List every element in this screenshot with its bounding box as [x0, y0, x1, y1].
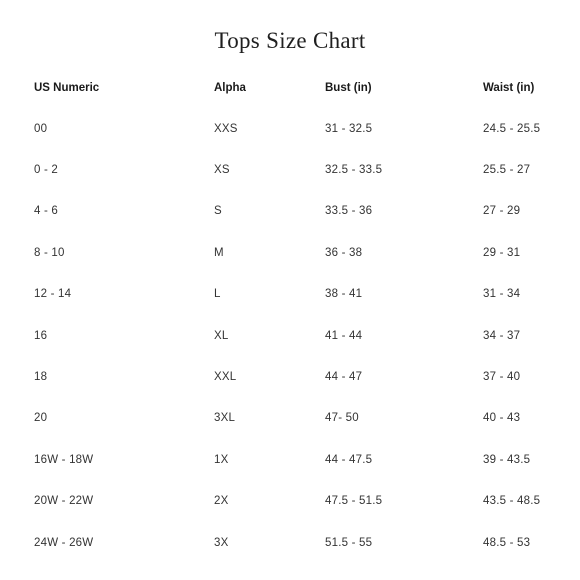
cell-waist: 27 - 29: [483, 205, 521, 218]
cell-bust: 51.5 - 55: [325, 536, 373, 549]
cell-us-numeric: 20: [34, 412, 48, 425]
cell-waist: 24.5 - 25.5: [483, 122, 541, 135]
table-row: [34, 149, 554, 190]
cell-bust: 31 - 32.5: [325, 122, 373, 135]
cell-waist: 40 - 43: [483, 412, 521, 425]
header-waist: Waist (in): [483, 82, 535, 94]
table-row: [34, 315, 554, 356]
cell-waist: 31 - 34: [483, 288, 521, 301]
cell-us-numeric: 24W - 26W: [34, 536, 94, 549]
cell-us-numeric: 12 - 14: [34, 288, 72, 301]
cell-alpha: XXL: [214, 371, 237, 384]
cell-alpha: 2X: [214, 495, 229, 508]
table-row: [34, 191, 554, 232]
header-alpha: Alpha: [214, 82, 246, 94]
cell-waist: 29 - 31: [483, 246, 521, 259]
cell-us-numeric: 4 - 6: [34, 205, 59, 218]
cell-us-numeric: 16W - 18W: [34, 453, 94, 466]
cell-bust: 41 - 44: [325, 329, 363, 342]
table-row: [34, 439, 554, 480]
cell-alpha: L: [214, 288, 221, 301]
table-row: [34, 481, 554, 522]
table-row: [34, 398, 554, 439]
cell-alpha: 3XL: [214, 412, 236, 425]
cell-waist: 37 - 40: [483, 371, 521, 384]
cell-waist: 43.5 - 48.5: [483, 495, 541, 508]
header-bust: Bust (in): [325, 82, 372, 94]
cell-bust: 47.5 - 51.5: [325, 495, 383, 508]
size-chart-table: [34, 68, 554, 563]
table-row: [34, 274, 554, 315]
cell-bust: 33.5 - 36: [325, 205, 373, 218]
cell-alpha: XXS: [214, 122, 238, 135]
cell-bust: 36 - 38: [325, 246, 363, 259]
cell-waist: 34 - 37: [483, 329, 521, 342]
table-header-row: [34, 68, 554, 108]
cell-waist: 48.5 - 53: [483, 536, 531, 549]
cell-us-numeric: 16: [34, 329, 48, 342]
table-row: [34, 232, 554, 273]
cell-alpha: 3X: [214, 536, 229, 549]
cell-us-numeric: 00: [34, 122, 48, 135]
cell-bust: 44 - 47.5: [325, 453, 373, 466]
cell-alpha: XS: [214, 164, 230, 177]
cell-alpha: S: [214, 205, 222, 218]
table-row: [34, 356, 554, 397]
cell-waist: 39 - 43.5: [483, 453, 531, 466]
cell-bust: 38 - 41: [325, 288, 363, 301]
cell-us-numeric: 0 - 2: [34, 164, 59, 177]
table-row: [34, 522, 554, 563]
cell-waist: 25.5 - 27: [483, 164, 531, 177]
cell-bust: 44 - 47: [325, 371, 363, 384]
cell-us-numeric: 8 - 10: [34, 246, 65, 259]
table-row: [34, 108, 554, 149]
cell-alpha: 1X: [214, 453, 229, 466]
cell-bust: 47- 50: [325, 412, 359, 425]
cell-alpha: M: [214, 246, 224, 259]
cell-us-numeric: 18: [34, 371, 48, 384]
header-us-numeric: US Numeric: [34, 82, 100, 94]
cell-bust: 32.5 - 33.5: [325, 164, 383, 177]
cell-alpha: XL: [214, 329, 229, 342]
page-title: Tops Size Chart: [214, 28, 366, 53]
cell-us-numeric: 20W - 22W: [34, 495, 94, 508]
